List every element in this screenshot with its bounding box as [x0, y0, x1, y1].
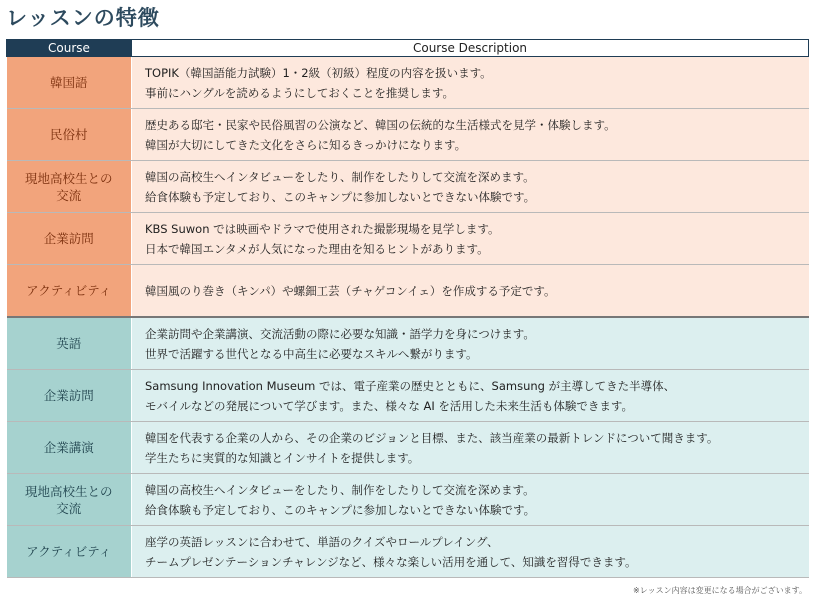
description-line: 韓国を代表する企業の人から、その企業のビジョンと目標、また、該当産業の最新トレンドについて聞きます。 [145, 430, 719, 445]
table-row [7, 370, 809, 422]
table-row [7, 474, 809, 526]
description-cell [132, 109, 809, 161]
table-header-row [7, 40, 809, 57]
description-line: 韓国の高校生へインタビューをしたり、制作をしたりして交流を深めます。 [145, 169, 535, 184]
description-cell [132, 213, 809, 265]
description-line: TOPIK（韓国語能力試験）1・2級（初級）程度の内容を扱います。 [145, 65, 492, 80]
table-row [7, 161, 809, 213]
footnote: ※レッスン内容は変更になる場合がございます。 [633, 586, 807, 595]
course-cell [7, 526, 132, 578]
description-cell [132, 370, 809, 422]
course-cell [7, 474, 132, 526]
page-title: レッスンの特徴 [6, 6, 160, 30]
header-description: Course Description [132, 40, 809, 57]
description-cell [132, 474, 809, 526]
course-label: アクティビティ [26, 544, 112, 559]
course-label: アクティビティ [26, 283, 112, 298]
description-line: 韓国の高校生へインタビューをしたり、制作をしたりして交流を深めます。 [145, 482, 535, 497]
table-row [7, 265, 809, 318]
course-label: 企業訪問 [43, 231, 94, 246]
course-label: 現地高校生との [24, 483, 113, 499]
description-line: 給食体験も予定しており、このキャンプに参加しないとできない体験です。 [145, 189, 536, 204]
description-line: 日本で韓国エンタメが人気になった理由を知るヒントがあります。 [145, 241, 489, 256]
course-cell [7, 161, 132, 213]
course-label: 英語 [56, 336, 82, 351]
description-line: 韓国風のり巻き（キンパ）や螺鈿工芸（チャゲコンイェ）を作成する予定です。 [145, 283, 556, 298]
description-line: 世界で活躍する世代となる中高生に必要なスキルへ繋がります。 [145, 346, 478, 361]
table-row [7, 317, 809, 370]
table-row [7, 213, 809, 265]
description-line: 企業訪問や企業講演、交流活動の際に必要な知識・語学力を身につけます。 [145, 326, 535, 341]
description-cell [132, 526, 809, 578]
lesson-table [6, 39, 809, 578]
table-row [7, 109, 809, 161]
course-label: 企業講演 [43, 440, 94, 455]
description-line: 歴史ある邸宅・民家や民俗風習の公演など、韓国の伝統的な生活様式を見学・体験します。 [145, 117, 616, 132]
description-line: チームプレゼンテーションチャレンジなど、様々な楽しい活用を通して、知識を習得できます。 [145, 554, 637, 569]
description-line: Samsung Innovation Museum では、電子産業の歴史とともに、Samsung が主導してきた半導体、 [145, 378, 676, 393]
description-line: 座学の英語レッスンに合わせて、単語のクイズやロールプレイング、 [145, 534, 499, 549]
description-line: 韓国が大切にしてきた文化をさらに知るきっかけになります。 [145, 137, 467, 152]
course-label: 韓国語 [49, 75, 88, 90]
course-cell [7, 265, 132, 318]
table-row [7, 526, 809, 578]
description-cell [132, 161, 809, 213]
course-label: 現地高校生との [24, 170, 113, 186]
description-cell [132, 265, 809, 318]
course-cell [7, 317, 132, 370]
description-line: モバイルなどの発展について学びます。また、様々な AI を活用した未来生活も体験できます。 [145, 398, 633, 413]
course-label: 民俗村 [49, 127, 88, 142]
course-label: 交流 [56, 187, 82, 203]
course-cell [7, 213, 132, 265]
description-line: 給食体験も予定しており、このキャンプに参加しないとできない体験です。 [145, 502, 536, 517]
course-cell [7, 109, 132, 161]
table-row [7, 422, 809, 474]
header-course: Course [7, 40, 132, 57]
table-row [7, 57, 809, 109]
description-cell [132, 317, 809, 370]
course-cell [7, 370, 132, 422]
description-line: 事前にハングルを読めるようにしておくことを推奨します。 [145, 85, 455, 100]
description-line: 学生たちに実質的な知識とインサイトを提供します。 [145, 450, 420, 465]
description-cell [132, 422, 809, 474]
description-cell [132, 57, 809, 109]
course-label: 企業訪問 [43, 388, 94, 403]
course-cell [7, 422, 132, 474]
description-line: KBS Suwon では映画やドラマで使用された撮影現場を見学します。 [145, 221, 500, 236]
course-cell [7, 57, 132, 109]
course-label: 交流 [56, 500, 82, 516]
